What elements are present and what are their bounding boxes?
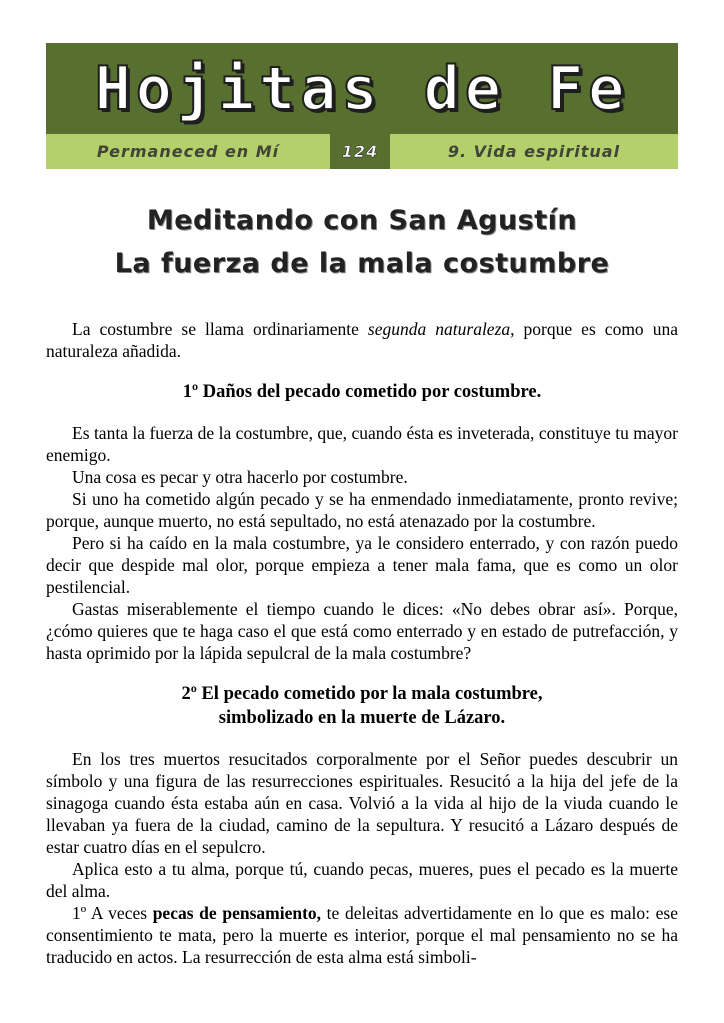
article-title-line-2: La fuerza de la mala costumbre: [114, 248, 610, 279]
intro-emphasis: segunda naturaleza,: [367, 319, 515, 339]
section-2-paragraph: [46, 902, 678, 968]
paragraph-text: 1º A veces: [72, 903, 153, 923]
section-2-heading-line-2: simbolizado en la muerte de Lázaro.: [218, 708, 506, 728]
section-2-heading: [46, 682, 678, 730]
masthead-banner: [46, 43, 678, 134]
section-1-heading: 1º Daños del pecado cometido por costumbre.: [182, 382, 542, 402]
intro-text-end: porque es como una naturaleza añadida.: [46, 319, 678, 361]
category-label: 9. Vida espiritual: [447, 142, 621, 161]
series-name: Permaneced en Mí: [96, 142, 280, 161]
section-1-paragraph: Una cosa es pecar y otra hacerlo por costumbre.: [72, 467, 408, 487]
paragraph-text-end: te deleitas advertidamente en lo que es malo: ese consentimiento te mata, pero la muerte es interior, porque el mal pensamiento no se ha traducido en actos. La resurrección de esta alma está simboli-: [46, 903, 679, 967]
section-2-heading-line-1: 2º El pecado cometido por la mala costumbre,: [181, 684, 543, 704]
section-1-paragraph: Es tanta la fuerza de la costumbre, que, cuando ésta es inveterada, constituye tu mayor enemigo.: [46, 423, 678, 465]
issue-number: 124: [330, 134, 390, 169]
publication-title: Hojitas de Fe: [94, 54, 630, 124]
masthead: [46, 43, 678, 169]
intro-text: La costumbre se llama ordinariamente: [72, 319, 368, 339]
section-1-paragraph: Si uno ha cometido algún pecado y se ha enmendado inmediatamente, pronto revive; porque, aunque muerto, no está sepultado, no está atenazado por la costumbre.: [46, 489, 678, 531]
intro-paragraph: [46, 318, 678, 362]
section-1-paragraph: Pero si ha caído en la mala costumbre, ya le considero enterrado, y con razón puedo decir que despide mal olor, porque empieza a tener mala fama, que es como un olor pestilencial.: [46, 533, 678, 597]
paragraph-bold-text: pecas de pensamiento,: [152, 903, 322, 923]
section-2-paragraph: Aplica esto a tu alma, porque tú, cuando pecas, mueres, pues el pecado es la muerte del alma.: [46, 859, 678, 901]
masthead-info-bar: [46, 134, 678, 169]
section-1-paragraph: Gastas miserablemente el tiempo cuando le dices: «No debes obrar así». Porque, ¿cómo quieres que te haga caso el que está como enterrado y en estado de putrefacción, y hasta oprimido por la lápida sepulcral de la mala costumbre?: [46, 599, 678, 663]
section-2-paragraph: En los tres muertos resucitados corporalmente por el Señor puedes descubrir un símbolo y una figura de las resurrecciones espirituales. Resucitó a la hija del jefe de la sinagoga cuando ésta estaba aún en casa. Volvió a la vida al hijo de la viuda cuando le llevaban ya fuera de la ciudad, camino de la sepultura. Y resucitó a Lázaro después de estar cuatro días en el sepulcro.: [46, 749, 678, 857]
article-body: [46, 318, 678, 968]
article-title-line-1: Meditando con San Agustín: [146, 205, 578, 236]
